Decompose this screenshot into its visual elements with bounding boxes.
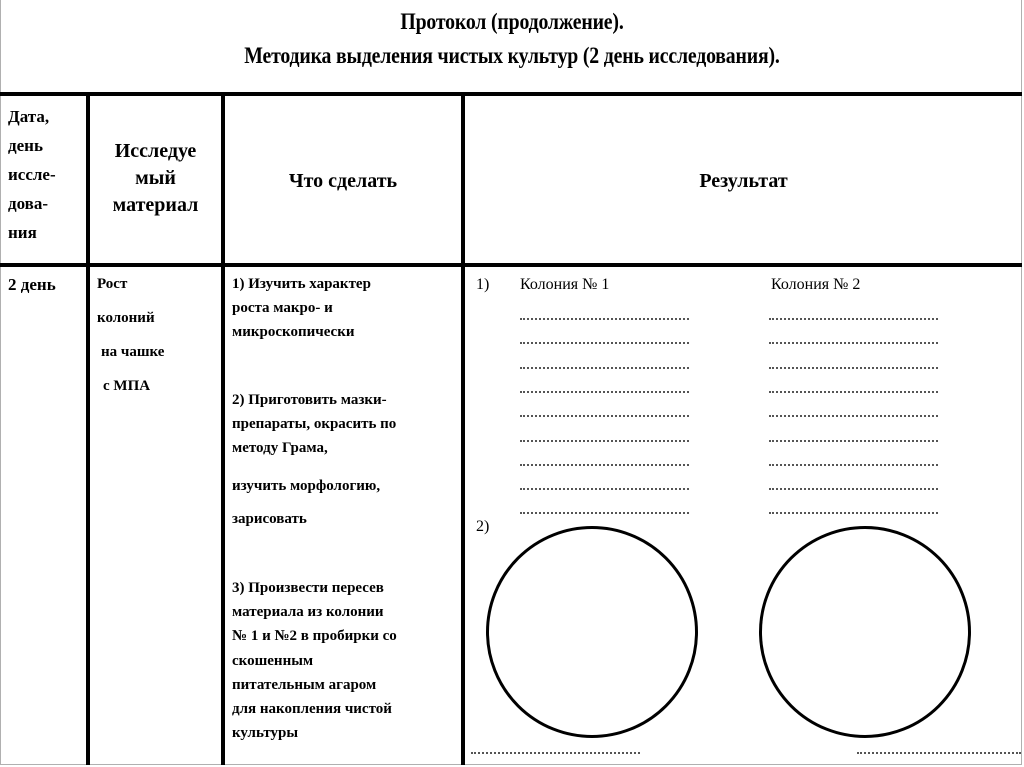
step-1-line: 1) Изучить характер bbox=[232, 276, 371, 292]
header-material-line: материал bbox=[112, 194, 199, 216]
dish-1-caption-line[interactable] bbox=[471, 752, 640, 754]
step-3-line: для накопления чистой bbox=[232, 701, 392, 718]
colony-2-blank-line[interactable] bbox=[769, 440, 938, 442]
material-line: Рост bbox=[97, 276, 128, 292]
result-item-2-number: 2) bbox=[476, 518, 490, 535]
colony-2-blank-line[interactable] bbox=[769, 391, 938, 393]
title-line-2: Методика выделения чистых культур (2 день исследования). bbox=[244, 43, 780, 68]
header-date-line: Дата, bbox=[8, 107, 50, 126]
petri-dish-1-circle bbox=[486, 526, 698, 738]
colony-1-blank-line[interactable] bbox=[520, 391, 689, 393]
colony-1-label: Колония № 1 bbox=[520, 276, 610, 293]
header-date-line: дова- bbox=[8, 194, 49, 213]
header-result: Результат bbox=[699, 170, 788, 192]
title-line-1: Протокол (продолжение). bbox=[400, 9, 624, 34]
step-3-line: 3) Произвести пересев bbox=[232, 580, 384, 596]
step-3 bbox=[232, 576, 460, 745]
colony-2-blank-line[interactable] bbox=[769, 342, 938, 344]
step-3-line: № 1 и №2 в пробирки со bbox=[232, 628, 397, 645]
step-1 bbox=[232, 272, 460, 344]
result-item-1-number: 1) bbox=[476, 276, 490, 293]
step-3-line: культуры bbox=[232, 725, 299, 742]
colony-1-blank-line[interactable] bbox=[520, 512, 689, 514]
colony-2-blank-line[interactable] bbox=[769, 318, 938, 320]
material-line: с МПА bbox=[103, 378, 151, 394]
step-2-morphology: изучить морфологию, bbox=[232, 478, 381, 494]
colony-2-blank-line[interactable] bbox=[769, 512, 938, 514]
colony-2-blank-line[interactable] bbox=[769, 367, 938, 369]
colony-1-blank-line[interactable] bbox=[520, 488, 689, 490]
step-3-line: питательным агаром bbox=[232, 676, 377, 693]
colony-1-blank-line[interactable] bbox=[520, 464, 689, 466]
material-line: на чашке bbox=[101, 344, 165, 360]
colony-1-blank-line[interactable] bbox=[520, 318, 689, 320]
step-1-line: микроскопически bbox=[232, 324, 355, 340]
header-material-line: Исследуе bbox=[114, 140, 197, 162]
colony-1-blank-line[interactable] bbox=[520, 415, 689, 417]
colony-1-blank-line[interactable] bbox=[520, 440, 689, 442]
colony-1-blank-line[interactable] bbox=[520, 367, 689, 369]
table-top-border bbox=[0, 92, 1022, 96]
header-material-line: мый bbox=[135, 167, 176, 189]
petri-dish-2-circle bbox=[759, 526, 971, 738]
header-date-line: иссле- bbox=[8, 165, 56, 184]
colony-2-label: Колония № 2 bbox=[771, 276, 861, 293]
step-1-line: роста макро- и bbox=[232, 300, 333, 316]
step-2-line: методу Грама, bbox=[232, 440, 328, 456]
step-2-draw: зарисовать bbox=[232, 511, 307, 527]
header-material bbox=[90, 138, 221, 219]
colony-2-blank-line[interactable] bbox=[769, 415, 938, 417]
header-date-line: день bbox=[8, 136, 43, 155]
header-todo: Что сделать bbox=[288, 170, 398, 192]
step-3-line: скошенным bbox=[232, 652, 314, 669]
step-3-line: материала из колонии bbox=[232, 604, 384, 621]
header-date-line: ния bbox=[8, 223, 37, 242]
day-cell: 2 день bbox=[8, 275, 56, 294]
step-2-line: 2) Приготовить мазки- bbox=[232, 392, 387, 408]
colony-1-blank-line[interactable] bbox=[520, 342, 689, 344]
header-row-separator bbox=[0, 263, 1022, 267]
step-2-line: препараты, окрасить по bbox=[232, 416, 397, 432]
material-line: колоний bbox=[97, 310, 155, 326]
colony-2-blank-line[interactable] bbox=[769, 488, 938, 490]
dish-2-caption-line[interactable] bbox=[857, 752, 1021, 754]
colony-2-blank-line[interactable] bbox=[769, 464, 938, 466]
step-2 bbox=[232, 388, 460, 460]
header-date bbox=[8, 102, 84, 247]
